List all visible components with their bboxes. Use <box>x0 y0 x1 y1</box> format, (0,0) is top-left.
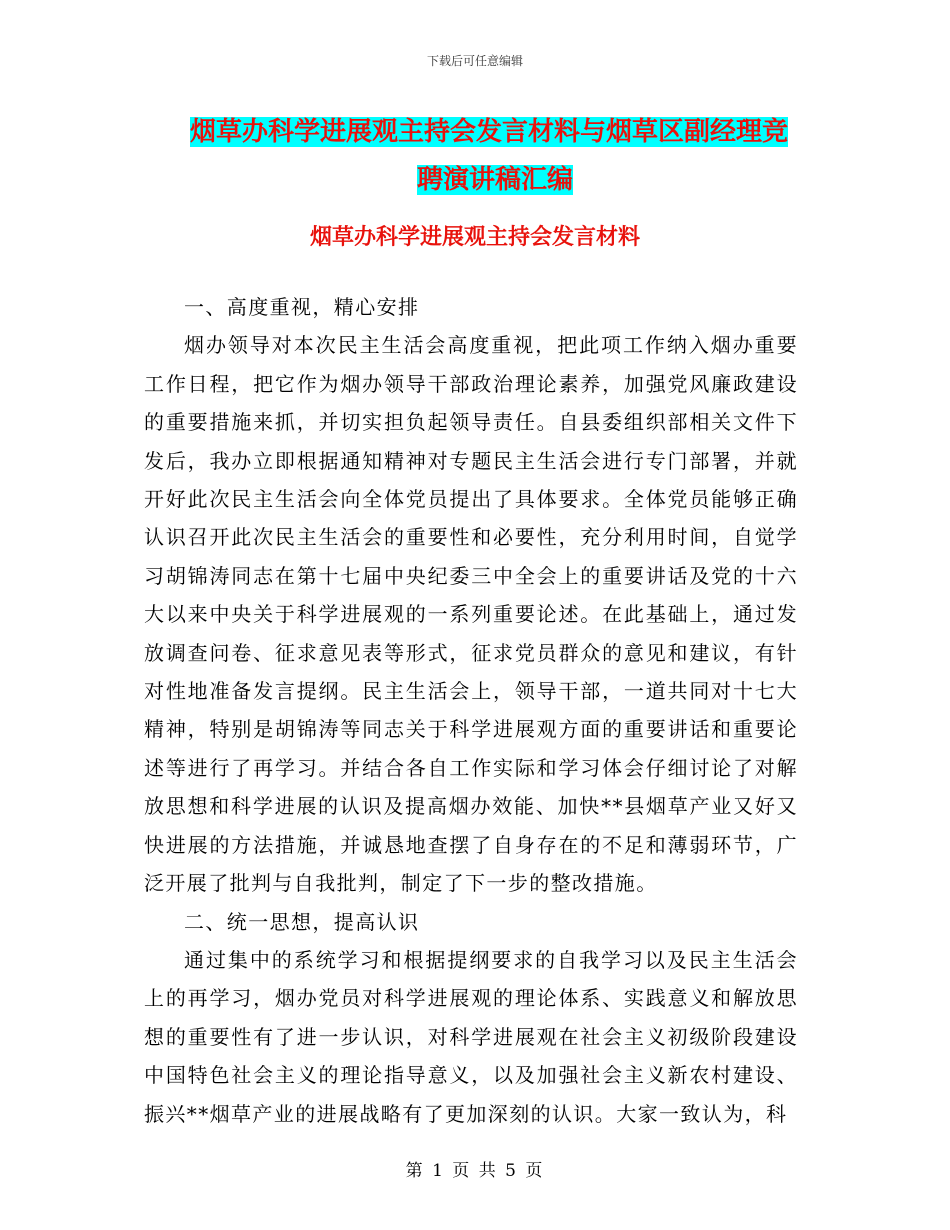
heading-1: 一、高度重视，精心安排 <box>184 295 420 319</box>
title-line-2-text: 聘演讲稿汇编 <box>416 165 573 195</box>
title-line-1-text: 烟草办科学进展观主持会发言材料与烟草区副经理竞 <box>190 117 789 147</box>
paragraph-1: 烟办领导对本次民主生活会高度重视，把此项工作纳入烟办重要工作日程，把它作为烟办领导干部政治理论素养，加强党风廉政建设的重要措施来抓，并切实担负起领导责任。自县委组织部相关文件下发后，我办立即根据通知精神对专题民主生活会进行专门部署，并就开好此次民主生活会向全体党员提出了具体要求。全体党员能够正确认识召开此次民主生活会的重要性和必要性，充分利用时间，自觉学习胡锦涛同志在第十七届中央纪委三中全会上的重要讲话及党的十六大以来中央关于科学进展观的一系列重要论述。在此基础上，通过发放调查问卷、征求意见表等形式，征求党员群众的意见和建议，有针对性地准备发言提纲。民主生活会上，领导干部，一道共同对十七大精神，特别是胡锦涛等同志关于科学进展观方面的重要讲话和重要论述等进行了再学习。并结合各自工作实际和学习体会仔细讨论了对解放思想和科学进展的认识及提高烟办效能、加快**县烟草产业又好又快进展的方法措施，并诚恳地查摆了自身存在的不足和薄弱环节，广泛开展了批判与自我批判，制定了下一步的整改措施。 <box>144 333 798 896</box>
page-number: 第 1 页 共 5 页 <box>405 1161 545 1181</box>
title-line-2 <box>180 156 810 204</box>
header-note: 下载后可任意编辑 <box>426 54 523 68</box>
body-text <box>144 288 798 1133</box>
heading-2: 二、统一思想，提高认识 <box>184 909 420 934</box>
section-title: 烟草办科学进展观主持会发言材料 <box>309 224 640 250</box>
document-title <box>190 108 810 204</box>
paragraph-2: 通过集中的系统学习和根据提纲要求的自我学习以及民主生活会上的再学习，烟办党员对科学进展观的理论体系、实践意义和解放思想的重要性有了进一步认识，对科学进展观在社会主义初级阶段建设中国特色社会主义的理论指导意义，以及加强社会主义新农村建设、振兴**烟草产业的进展战略有了更加深刻的认识。大家一致认为，科 <box>144 947 798 1126</box>
title-line-1 <box>190 108 810 156</box>
